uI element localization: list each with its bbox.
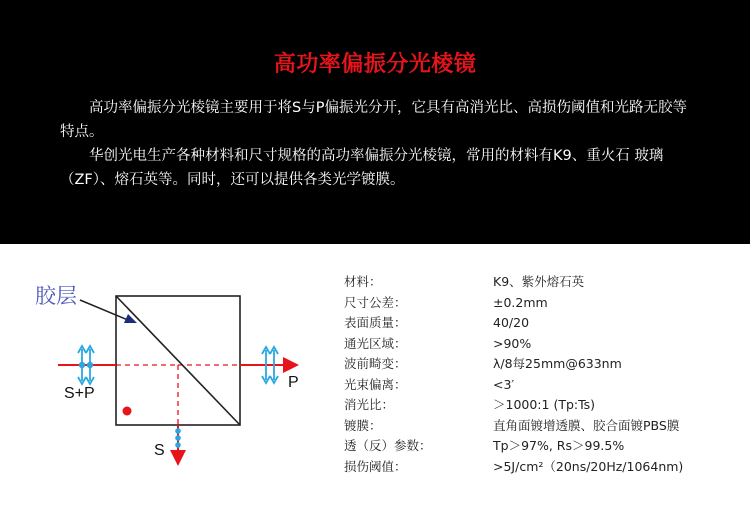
spec-label: 透（反）参数：	[344, 438, 432, 453]
intro-paragraph-2: 华创光电生产各种材料和尺寸规格的高功率偏振分光棱镜，常用的材料有K9、重火石 玻璃（ZF）、熔石英等。同时，还可以提供各类光学镀膜。	[60, 148, 664, 188]
spec-row-wavefront-distortion	[344, 354, 734, 375]
spec-row-transmission-reflection	[344, 436, 734, 457]
input-sp-label: S+P	[64, 385, 95, 402]
spec-list	[344, 272, 734, 477]
s-polarization-dots	[175, 428, 181, 448]
spec-value: K9、紫外熔石英	[493, 274, 585, 289]
spec-value: >90%	[493, 335, 532, 351]
spec-value: λ/8每25mm@633nm	[493, 356, 622, 371]
spec-value: Tp＞97%, Rs＞99.5%	[493, 438, 625, 453]
s-label: S	[154, 442, 165, 459]
spec-label: 表面质量：	[344, 315, 407, 330]
spec-label: 消光比：	[344, 397, 395, 412]
spec-row-clear-aperture	[344, 334, 734, 355]
spec-row-extinction-ratio	[344, 395, 734, 416]
spec-row-coating	[344, 416, 734, 437]
prism-diagram-svg	[20, 270, 320, 480]
spec-row-surface-quality	[344, 313, 734, 334]
spec-row-material	[344, 272, 734, 293]
spec-label: 材料：	[344, 274, 382, 289]
spec-value: 40/20	[493, 315, 530, 330]
spec-value: <3′	[493, 376, 515, 392]
spec-label: 损伤阈值：	[344, 458, 407, 474]
intro-paragraph-1: 高功率偏振分光棱镜主要用于将S与P偏振光分开，它具有高消光比、高损伤阈值和光路无胶等特点。	[60, 100, 687, 140]
glue-layer-label: 胶层	[35, 285, 77, 308]
spec-row-beam-deviation	[344, 375, 734, 396]
spec-value: ＞1000:1 (Tp:Ts)	[493, 397, 596, 412]
spec-label: 尺寸公差：	[344, 294, 407, 310]
header-banner	[0, 0, 750, 244]
spec-label: 镀膜：	[344, 417, 382, 433]
spec-value: 直角面镀增透膜、胶合面镀PBS膜	[493, 417, 680, 433]
spec-label: 波前畸变：	[344, 356, 407, 371]
prism-diagram	[20, 270, 320, 480]
glue-pointer-line	[80, 300, 128, 320]
prism-marker-dot	[123, 407, 132, 416]
intro-text	[60, 96, 700, 192]
spec-label: 光束偏离：	[344, 376, 407, 392]
spec-value: >5J/cm²（20ns/20Hz/1064nm)	[493, 458, 684, 474]
spec-row-damage-threshold	[344, 457, 734, 478]
p-label: P	[288, 374, 299, 391]
spec-row-dimension-tolerance	[344, 293, 734, 314]
spec-value: ±0.2mm	[493, 294, 548, 310]
spec-label: 通光区域：	[344, 335, 407, 351]
page-title: 高功率偏振分光棱镜	[273, 52, 477, 77]
